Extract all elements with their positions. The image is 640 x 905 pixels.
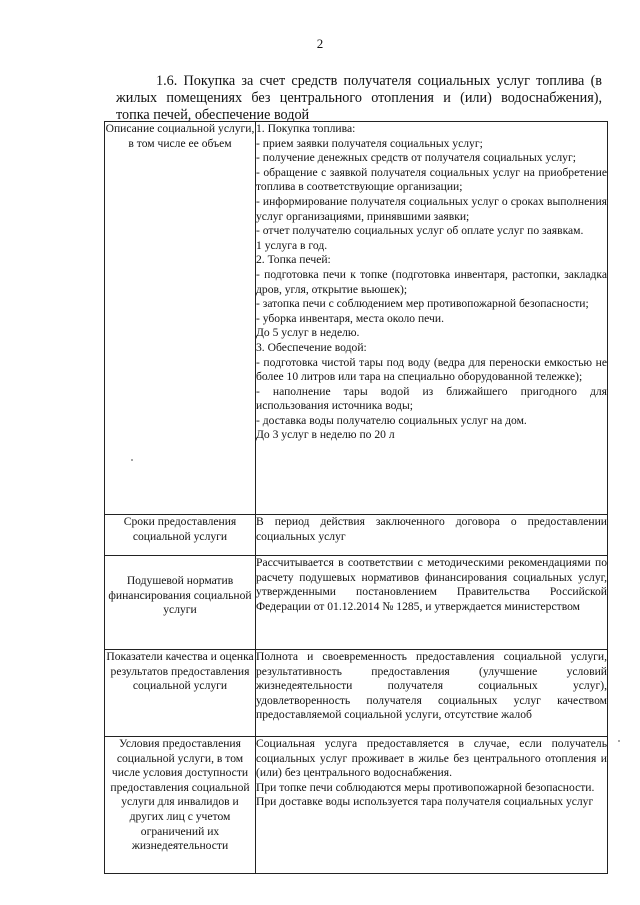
content-line: - доставка воды получателю социальных услуг на дом. [256,413,527,427]
content-line: - подготовка печи к топке (подготовка инвентаря, растопки, закладка дров, угля, открытие вьюшек); [256,267,607,296]
row-label: Сроки предоставления социальной услуги [105,515,256,556]
heading-line: топка печей, обеспечение водой [116,107,310,123]
table-row [105,737,608,874]
row-label: Подушевой норматив финансирования социальной услуги [105,556,256,650]
content-line: При топке печи соблюдаются меры противопожарной безопасности. [256,780,595,794]
service-table [104,121,608,874]
content-line: - затопка печи с соблюдением мер противопожарной безопасности; [256,297,589,311]
row-label: Показатели качества и оценка результатов предоставления социальной услуги [105,650,256,737]
row-content [256,650,608,737]
page-number: 2 [316,36,324,51]
content-line: - прием заявки получателя социальных услуг; [256,136,483,150]
row-content [256,737,608,874]
table-row [105,556,608,650]
content-line: - обращение с заявкой получателя социальных услуг на приобретение топлива в соответствующие организации; [256,165,607,194]
heading-line: 1.6. Покупка за счет средств получателя социальных услуг топлива (в [156,73,602,89]
content-line: 1. Покупка топлива: [256,122,356,135]
heading-line: жилых помещениях без центрального отопления и (или) водоснабжения), [116,90,602,106]
row-label: Условия предоставления социальной услуги, в том числе условия доступности предоставления социальной услуги для инвалидов и других лиц с учетом ограничений их жизнедеятельности [105,737,256,874]
table-row [105,515,608,556]
row-content [256,122,608,515]
scan-speck [131,459,133,461]
content-line: В период действия заключенного договора о предоставлении социальных услуг [256,515,607,543]
table-row [105,122,608,515]
content-line: До 3 услуг в неделю по 20 л [256,428,395,442]
content-line: Рассчитывается в соответствии с методическими рекомендациями по расчету подушевых нормативов финансирования социальных услуг, утвержденными постановлением Правительства Российской Федерации от 01.12.2014 № 1285, и утверждается министерством [256,556,607,613]
content-line: - наполнение тары водой из ближайшего пригодного для использования источника воды; [256,384,607,413]
content-line: 2. Топка печей: [256,253,331,267]
content-line: Социальная услуга предоставляется в случае, если получатель социальных услуг проживает в жилье без центрального отопления и (или) без центрального водоснабжения. [256,737,607,780]
content-line: При доставке воды используется тара получателя социальных услуг [256,795,594,809]
content-line: 1 услуга в год. [256,238,328,252]
scan-speck [618,740,620,742]
row-content [256,556,608,650]
content-line: - уборка инвентаря, места около печи. [256,311,444,325]
content-line: 3. Обеспечение водой: [256,340,367,354]
section-heading [116,73,602,124]
content-line: - подготовка чистой тары под воду (ведра для переноски емкостью не более 10 литров или тара на специально оборудованной тележке); [256,355,607,384]
content-line: Полнота и своевременность предоставления социальной услуги, результативность предоставления (улучшение условий жизнедеятельности получателя социальных услуг), удовлетворенность получателя социальных услуг качеством предоставляемой социальной услуги, отсутствие жалоб [256,650,607,722]
row-content [256,515,608,556]
table-row [105,650,608,737]
content-line: - информирование получателя социальных услуг о сроках выполнения услуг организациями, принявшими заявки; [256,194,607,223]
content-line: - отчет получателю социальных услуг об оплате услуг по заявкам. [256,224,584,238]
content-line: - получение денежных средств от получателя социальных услуг; [256,151,576,165]
content-line: До 5 услуг в неделю. [256,326,360,340]
row-label: Описание социальной услуги, в том числе ее объем [105,122,256,515]
